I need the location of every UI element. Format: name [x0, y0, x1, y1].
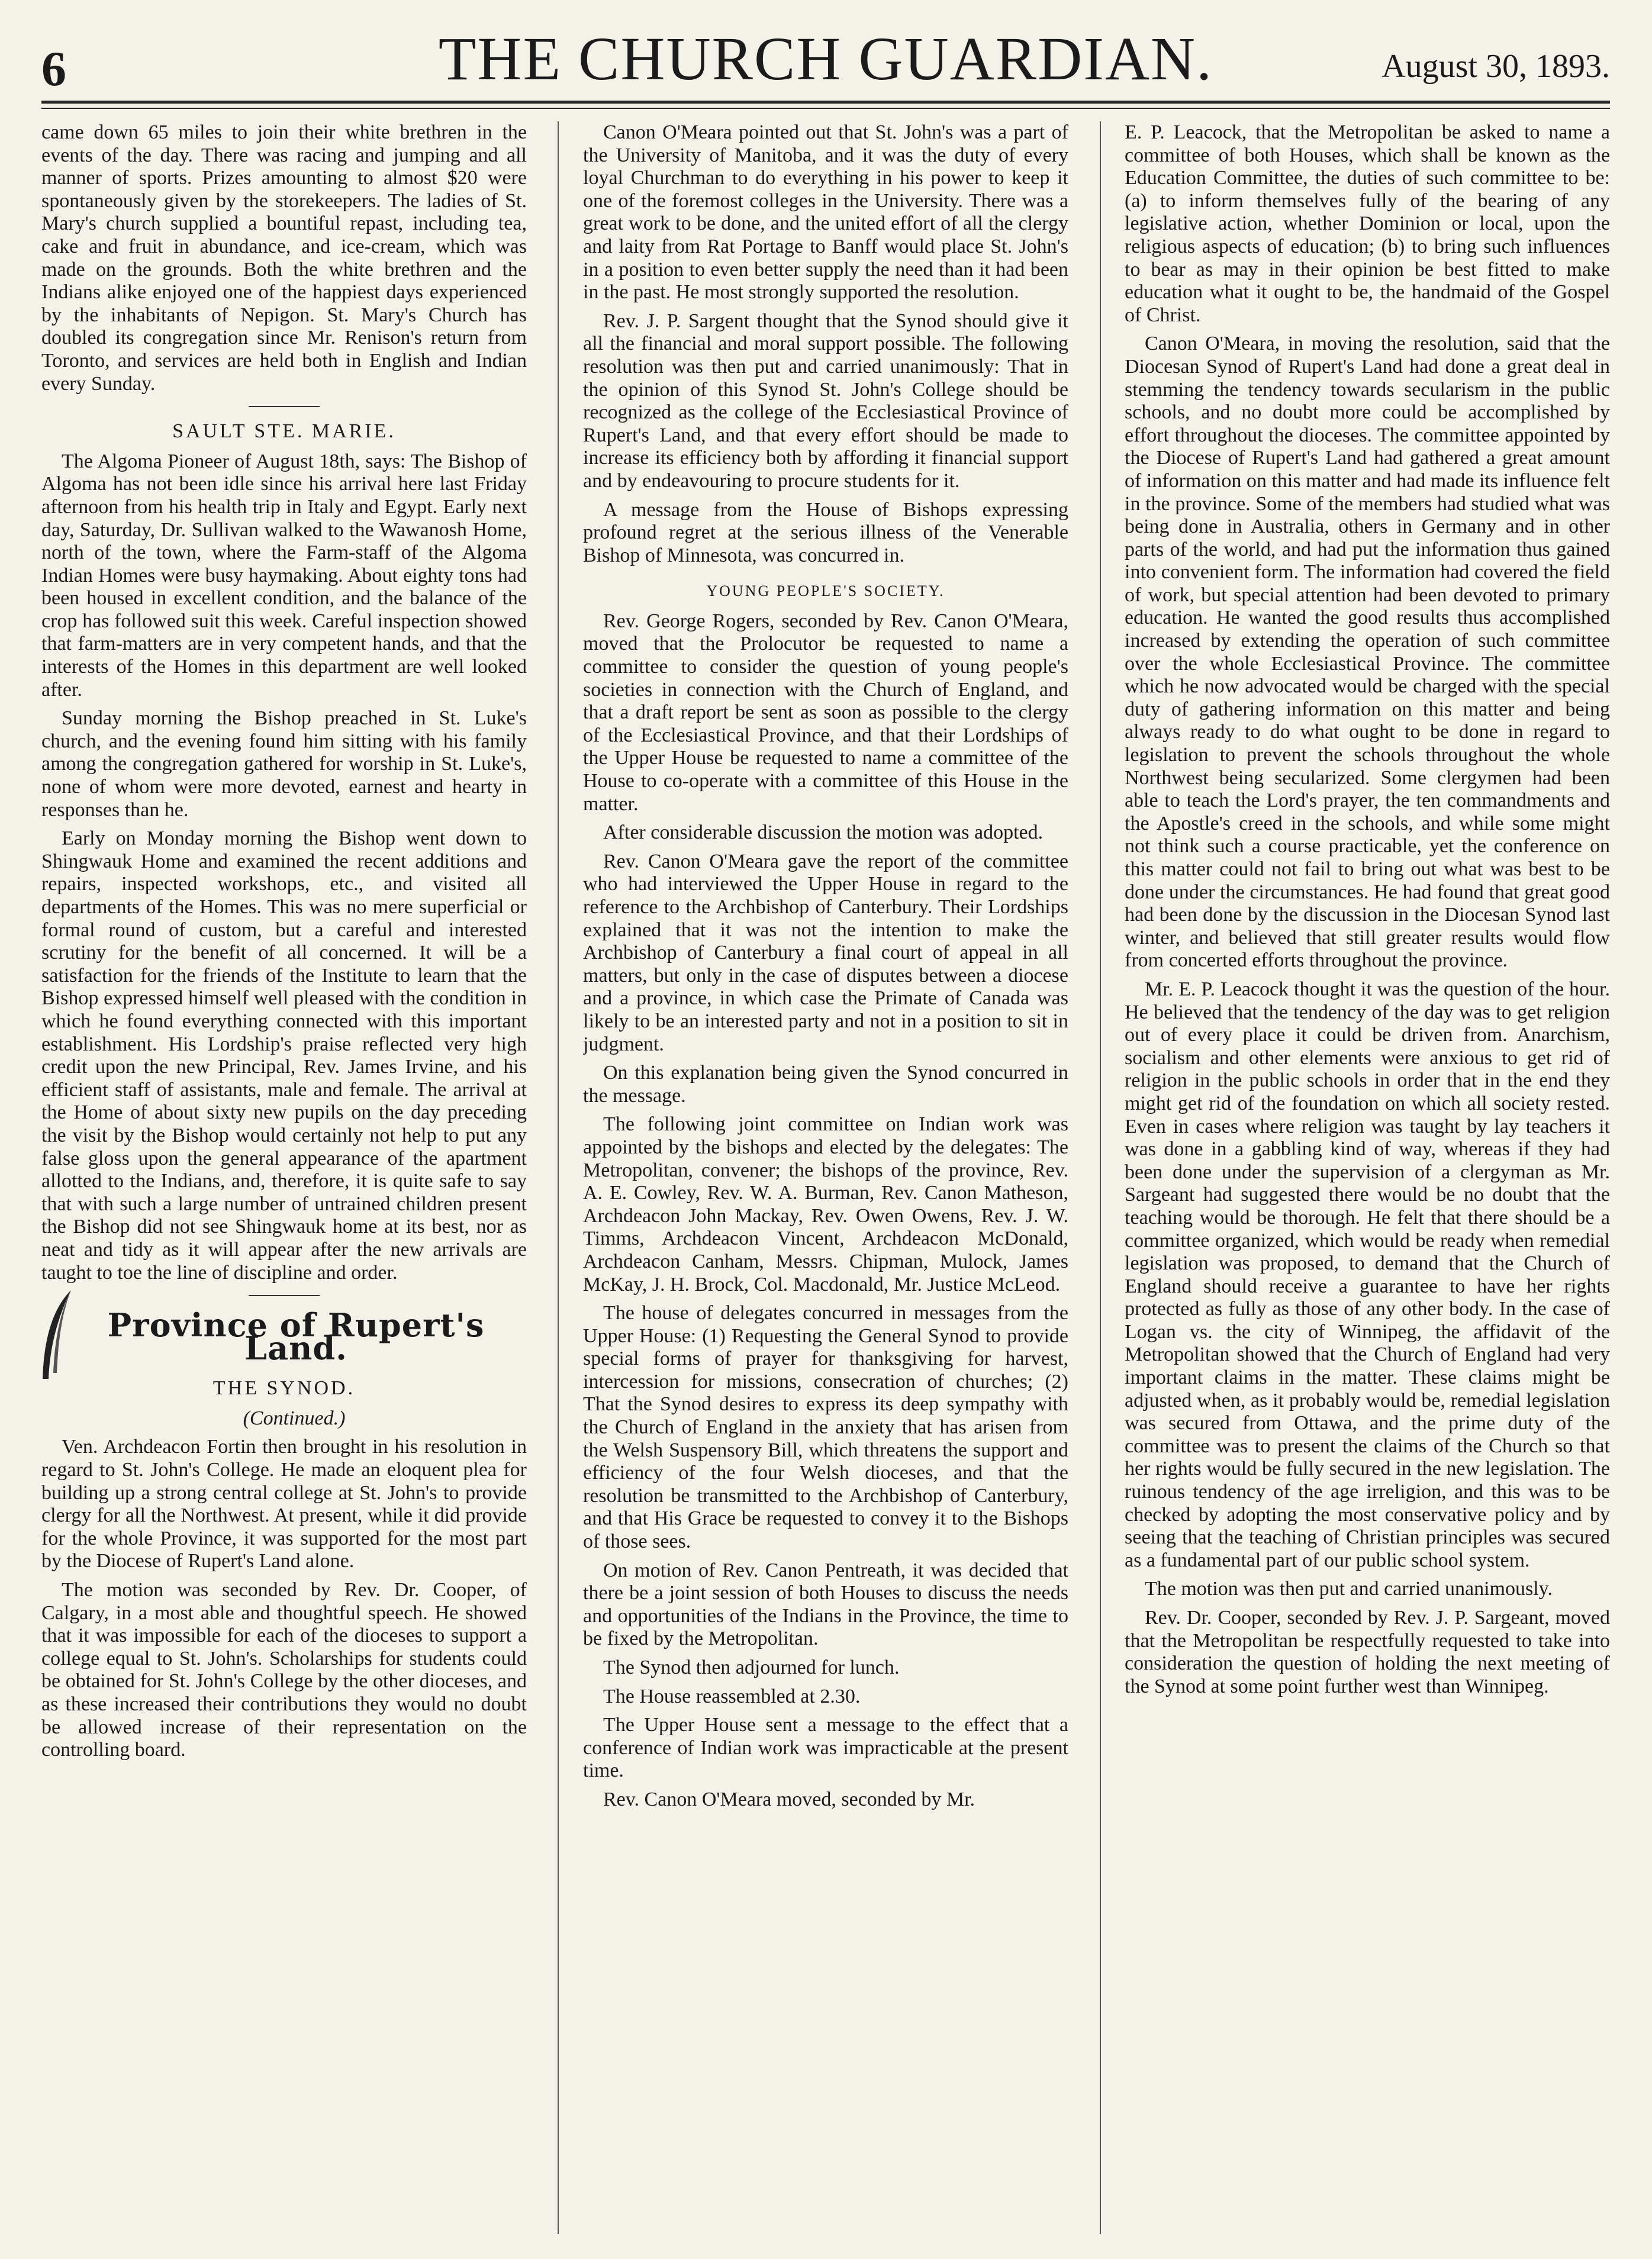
article-paragraph: Sunday morning the Bishop preached in St. Luke's church, and the evening found him sitting with his family among the congregation gathered for worship in St. Luke's, none of whom were more devoted, earnest and hearty in responses than he.	[41, 707, 527, 821]
article-paragraph: Ven. Archdeacon Fortin then brought in his resolution in regard to St. John's College. He made an eloquent plea for building up a strong central college at St. John's to provide clergy for all the Northwest. At present, while it did provide for the whole Province, it was supported for the most part by the Diocese of Rupert's Land alone.	[41, 1436, 527, 1572]
column-divider	[558, 121, 559, 2234]
article-paragraph: Rev. George Rogers, seconded by Rev. Canon O'Meara, moved that the Prolocutor be requested to name a committee to consider the question of young people's societies in connection with the Church of England, and that a draft report be sent as soon as possible to the clergy of the Ecclesiastical Province, and that their Lordships of the Upper House be requested to name a committee of the House to co-operate with a committee of this House in the matter.	[583, 610, 1068, 815]
article-paragraph: The Synod then adjourned for lunch.	[603, 1657, 900, 1678]
article-paragraph: Canon O'Meara pointed out that St. John's was a part of the University of Manitoba, and it was the duty of every loyal Churchman to do everything in his power to keep it one of the foremost colleges in the University. There was a great work to be done, and the united effort of all the clergy and laity from Rat Portage to Banff would place St. John's in a position to even better supply the need than it had been in the past. He most strongly supported the resolution.	[583, 121, 1068, 304]
article-paragraph: The following joint committee on Indian work was appointed by the bishops and elected by the delegates: The Metropolitan, convener; the bishops of the province, Rev. A. E. Cowley, Rev. W. A. Burman, Rev. Canon Matheson, Archdeacon John Mackay, Rev. Owen Owens, Rev. J. W. Timms, Archdeacon Vincent, Archdeacon McDonald, Archdeacon Canham, Messrs. Chipman, Mulock, James McKay, J. H. Brock, Col. Macdonald, Mr. Justice McLeod.	[583, 1113, 1068, 1296]
article-paragraph: The Algoma Pioneer of August 18th, says: The Bishop of Algoma has not been idle since his arrival here last Friday afternoon from his health trip in Italy and Egypt. Early next day, Saturday, Dr. Sullivan walked to the Wawanosh Home, north of the town, where the Farm-staff of the Algoma Indian Homes were busy haymaking. About eighty tons had been housed in excellent condition, and the balance of the crop has followed suit this week. Careful inspection showed that farm-matters are in very competent hands, and that the interests of the Homes in this department are well looked after.	[41, 450, 527, 701]
article-paragraph: Mr. E. P. Leacock thought it was the question of the hour. He believed that the tendency of the day was to get religion out of every place it could be driven from. Anarchism, socialism and other elements were anxious to get rid of religion in the public schools in order that in the end they might get rid of the foundation on which all society rested. Even in cases where religion was taught by lay teachers it was done in a gabbling kind of way, whereas if they had been done under the supervision of a clergyman as Mr. Sargeant had suggested there would be no doubt that the teaching would be thorough. He felt that there should be a committee organized, which would be ready when remedial legislation was proposed, to demand that the Church of England should receive a guarantee to have her rights protected as fully as those of any other body. In the case of Logan vs. the city of Winnipeg, the affidavit of the Metropolitan showed that the Church of England had very important claims in the matter. These claims might be adjusted when, as it probably would be, remedial legislation was secured from Ottawa, and the prime duty of the committee was to present the claims of the Church so that her rights would be fully secured in the new legislation. The ruinous tendency of the age irreligion, and this was to be checked by adopting the most conservative policy and by seeing that the teaching of Christian principles was secured as a fundamental part of our public school system.	[1125, 978, 1610, 1571]
article-paragraph: A message from the House of Bishops expressing profound regret at the serious illness of the Venerable Bishop of Minnesota, was concurred in.	[583, 498, 1068, 566]
article-paragraph: E. P. Leacock, that the Metropolitan be asked to name a committee of both Houses, which shall be known as the Education Committee, the duties of such committee to be: (a) to inform themselves fully of the bearing of any legislative action, whether Dominion or local, upon the religious aspects of education; (b) to bring such influences to bear as may in their opinion be best fitted to make education what it ought to be, the handmaid of the Gospel of Christ.	[1125, 121, 1610, 326]
continued-note: (Continued.)	[243, 1407, 346, 1429]
quill-ornament-icon	[41, 1290, 72, 1379]
section-divider	[249, 1295, 320, 1296]
section-heading-sault-ste-marie: SAULT STE. MARIE.	[172, 420, 396, 443]
column-divider	[1100, 121, 1101, 2234]
section-divider	[249, 406, 320, 407]
newspaper-title: THE CHURCH GUARDIAN.	[438, 25, 1213, 93]
article-paragraph: On motion of Rev. Canon Pentreath, it was decided that there be a joint session of both Houses to discuss the needs and opportunities of the Indians in the Province, the time to be fixed by the Metropolitan.	[583, 1559, 1068, 1650]
section-heading-young-peoples-society: YOUNG PEOPLE'S SOCIETY.	[706, 582, 945, 600]
article-paragraph: Early on Monday morning the Bishop went down to Shingwauk Home and examined the recent additions and repairs, inspected workshops, etc., and visited all departments of the Homes. This was no mere superficial or formal round of custom, but a careful and interested scrutiny for the benefit of all concerned. It will be a satisfaction for the friends of the Institute to learn that the Bishop expressed himself well pleased with the condition in which he found everything connected with this important establishment. His Lordship's praise reflected very high credit upon the new Principal, Rev. James Irvine, and his efficient staff of assistants, male and female. The arrival at the Home of about sixty new pupils on the day preceding the visit by the Bishop would certainly not help to put any false gloss upon the general appearance of the apartment allotted to the Indians, and, therefore, it is quite safe to say that with such a large number of untrained children present the Bishop did not see Shingwauk home at its best, nor as neat and tidy as it will appear after the new arrivals are taught to toe the line of discipline and order.	[41, 827, 527, 1284]
article-paragraph: After considerable discussion the motion was adopted.	[603, 821, 1044, 844]
article-paragraph: Rev. Dr. Cooper, seconded by Rev. J. P. Sargeant, moved that the Metropolitan be respectfully requested to take into consideration the question of holding the next meeting of the Synod at some point further west than Winnipeg.	[1125, 1607, 1610, 1697]
article-paragraph: Rev. J. P. Sargent thought that the Synod should give it all the financial and moral support possible. The following resolution was then put and carried unanimously: That in the opinion of this Synod St. John's College should be recognized as the college of the Ecclesiastical Province of Rupert's Land, and that every effort should be made to increase its efficiency both by affording it financial support and by endeavouring to procure students for it.	[583, 310, 1068, 492]
article-paragraph: Rev. Canon O'Meara moved, seconded by Mr.	[603, 1788, 975, 1810]
article-paragraph: The House reassembled at 2.30.	[603, 1685, 861, 1707]
masthead-rule	[41, 101, 1610, 104]
masthead-rule-thin	[41, 108, 1610, 109]
article-paragraph: The motion was seconded by Rev. Dr. Cooper, of Calgary, in a most able and thoughtful speech. He showed that it was impossible for each of the dioceses to support a college equal to St. John's. Scholarships for students could be obtained for St. John's College by the other dioceses, and as these increased their contributions they would no doubt be allowed increase of their representation on the controlling board.	[41, 1579, 527, 1761]
article-paragraph: came down 65 miles to join their white brethren in the events of the day. There was racing and jumping and all manner of sports. Prizes amounting to almost $20 were spontaneously given by the storekeepers. The ladies of St. Mary's church supplied a bountiful repast, including tea, cake and fruit in abundance, and ice-cream, which was made on the grounds. Both the white brethren and the Indians alike enjoyed one of the happiest days experienced by the inhabitants of Nepigon. St. Mary's Church has doubled its congregation since Mr. Renison's return from Toronto, and services are held both in English and Indian every Sunday.	[41, 121, 527, 395]
article-paragraph: The house of delegates concurred in messages from the Upper House: (1) Requesting the General Synod to provide special forms of prayer for thanksgiving for harvest, intercession for missions, consecration of churches; (2) That the Synod desires to express its deep sympathy with the Church of England in the anxiety that has arisen from the Welsh Suspensory Bill, which threatens the support and efficiency of the four Welsh dioceses, and that the resolution be transmitted to the Archbishop of Canterbury, and that His Grace be requested to convey it to the Bishops of those sees.	[583, 1302, 1068, 1553]
issue-date: August 30, 1893.	[1382, 48, 1610, 85]
column-2	[583, 121, 1068, 2228]
article-paragraph: The motion was then put and carried unanimously.	[1145, 1578, 1553, 1600]
province-heading	[41, 1306, 527, 1367]
section-heading-synod: THE SYNOD.	[212, 1377, 356, 1400]
page-number: 6	[41, 41, 66, 96]
province-heading-text: Province of Rupert's Land.	[107, 1306, 485, 1367]
article-paragraph: Rev. Canon O'Meara gave the report of the committee who had interviewed the Upper House in regard to the reference to the Archbishop of Canterbury. Their Lordships explained that it was not the intention to make the Archbishop of Canterbury a final court of appeal in all matters, but only in the case of disputes between a diocese and a province, in which case the Primate of Canada was likely to be an interested party and not in a position to sit in judgment.	[583, 850, 1068, 1055]
column-1	[41, 121, 527, 2228]
article-paragraph: On this explanation being given the Synod concurred in the message.	[583, 1062, 1068, 1107]
article-paragraph: The Upper House sent a message to the effect that a conference of Indian work was impracticable at the present time.	[583, 1714, 1068, 1782]
masthead	[41, 24, 1610, 112]
article-paragraph: Canon O'Meara, in moving the resolution, said that the Diocesan Synod of Rupert's Land had done a great deal in stemming the tendency towards secularism in the public schools, and no doubt more could be accomplished by effort throughout the dioceses. The committee appointed by the Diocese of Rupert's Land had gathered a great amount of information on this matter and had made its influence felt in the province. Some of the members had studied what was being done in Australia, others in Germany and in other parts of the world, and had put the information thus gained into convenient form. The information had covered the field of work, but special attention had been devoted to primary education. He wanted the good results thus accomplished increased by extending the operation of such committee over the whole Ecclesiastical Province. The committee which he now advocated would be charged with the special duty of gathering information on this matter and being always ready to do what ought to be done in regard to legislation to prevent the schools throughout the whole Northwest being secularized. Some clergymen had been able to teach the Lord's prayer, the ten commandments and the Apostle's creed in the schools, and while some might not think such a course practicable, yet the conference on this matter could not fail to bring out what was best to be done under the circumstances. He had found that great good had been done by the discussion in the Diocesan Synod last winter, and believed that still greater results would flow from concerted efforts throughout the province.	[1125, 333, 1610, 972]
column-3	[1125, 121, 1610, 2228]
